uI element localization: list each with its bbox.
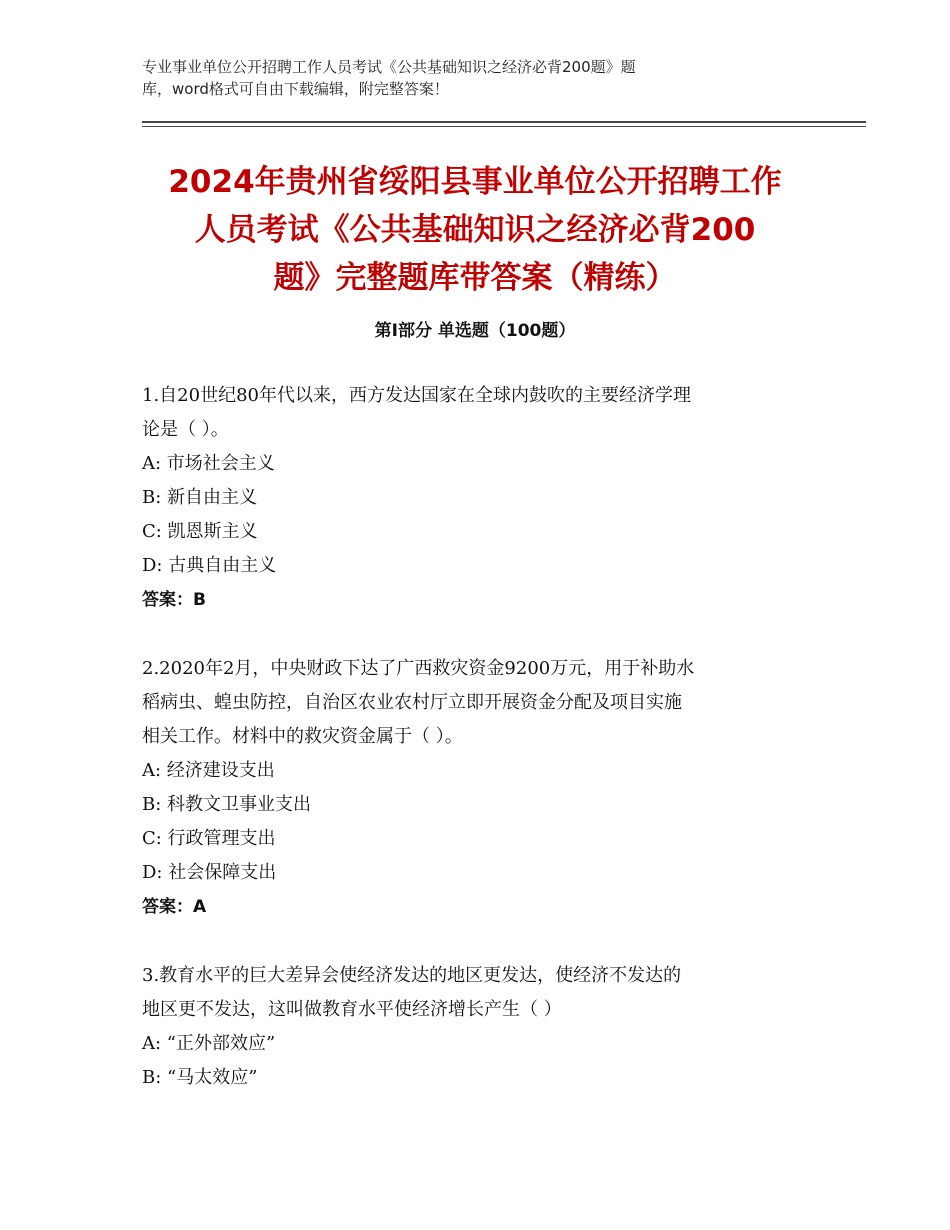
question-stem-line: 地区更不发达，这叫做教育水平使经济增长产生（ ） [142, 999, 562, 1020]
answer: 答案：A [142, 897, 207, 917]
question-3 [142, 959, 822, 1095]
option-d: D: 古典自由主义 [142, 555, 277, 576]
option-a: A: 市场社会主义 [142, 453, 275, 474]
option-b: B: 科教文卫事业支出 [142, 794, 312, 815]
answer: 答案：B [142, 590, 206, 610]
header-line-1: 专业事业单位公开招聘工作人员考试《公共基础知识之经济必背200题》题 [142, 58, 636, 76]
title-line-2: 人员考试《公共基础知识之经济必背200 [194, 212, 756, 248]
document-header-note [142, 56, 782, 100]
title-line-1: 2024年贵州省绥阳县事业单位公开招聘工作 [168, 164, 782, 200]
option-a: A: “正外部效应” [142, 1033, 276, 1054]
question-stem-line: 论是（ ）。 [142, 419, 229, 440]
title-line-3: 题》完整题库带答案（精练） [273, 260, 677, 296]
question-stem-line: 2.2020年2月，中央财政下达了广西救灾资金9200万元，用于补助水 [142, 658, 695, 679]
question-2 [142, 652, 822, 924]
option-c: C: 行政管理支出 [142, 828, 276, 849]
question-stem-line: 稻病虫、蝗虫防控，自治区农业农村厅立即开展资金分配及项目实施 [142, 692, 682, 713]
header-rule-thick [142, 121, 866, 123]
option-b: B: “马太效应” [142, 1067, 258, 1088]
question-stem-line: 相关工作。材料中的救灾资金属于（ ）。 [142, 726, 463, 747]
header-rule-thin [142, 126, 866, 127]
option-d: D: 社会保障支出 [142, 862, 277, 883]
option-b: B: 新自由主义 [142, 487, 258, 508]
option-c: C: 凯恩斯主义 [142, 521, 258, 542]
document-title [120, 158, 830, 302]
question-1 [142, 379, 822, 617]
header-line-2: 库，word格式可自由下载编辑，附完整答案！ [142, 80, 449, 98]
question-stem-line: 3.教育水平的巨大差异会使经济发达的地区更发达，使经济不发达的 [142, 965, 682, 986]
question-stem-line: 1.自20世纪80年代以来，西方发达国家在全球内鼓吹的主要经济学理 [142, 385, 691, 406]
section-title: 第Ⅰ部分 单选题（100题） [374, 321, 576, 341]
option-a: A: 经济建设支出 [142, 760, 275, 781]
